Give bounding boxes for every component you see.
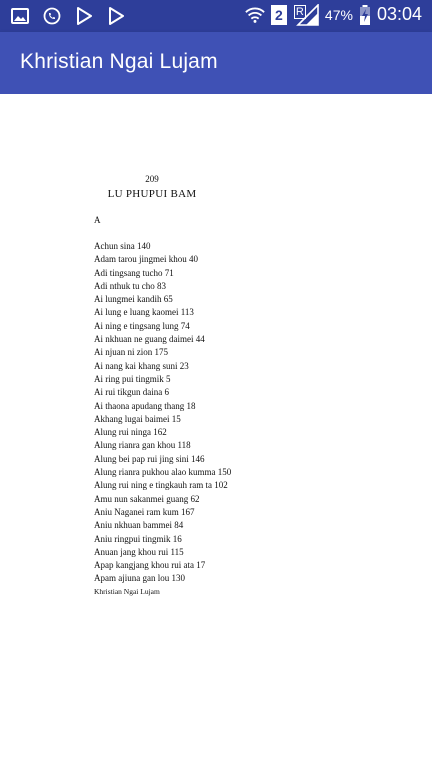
list-item: Ai ning e tingsang lung 74 [94, 320, 190, 331]
list-item: Alung rianra pukhou alao kumma 150 [94, 467, 232, 478]
gallery-icon [10, 6, 30, 26]
list-item: Achun sina 140 [94, 241, 151, 251]
list-item: Anuan jang khou rui 115 [94, 546, 184, 557]
whatsapp-icon [42, 6, 62, 26]
list-item: Aniu ringpui tingmik 16 [94, 533, 182, 544]
list-item: Amu nun sakanmei guang 62 [94, 493, 200, 504]
document-page[interactable] [0, 94, 432, 768]
status-bar [0, 0, 432, 32]
list-item: Ai rui tikgun daina 6 [94, 387, 169, 398]
list-item: Ai lungmei kandih 65 [94, 294, 173, 305]
list-item: Apap kangjang khou rui ata 17 [94, 560, 206, 571]
app-bar [0, 32, 432, 94]
system-icons [245, 4, 422, 25]
notification-icons [10, 6, 126, 26]
list-item: Ai ring pui tingmik 5 [94, 373, 171, 384]
list-item: Ai nkhuan ne guang daimei 44 [94, 334, 205, 345]
page-heading: LU PHUPUI BAM [107, 188, 197, 200]
app-title: Khristian Ngai Lujam [20, 50, 218, 73]
wifi-icon [245, 5, 265, 25]
page-number: 209 [145, 174, 159, 184]
list-item: Ai njuan ni zion 175 [94, 347, 168, 358]
list-item: Ai lung e luang kaomei 113 [94, 307, 194, 318]
list-item: Adi tingsang tucho 71 [94, 267, 174, 278]
list-item: Alung rui ning e tingkauh ram ta 102 [94, 480, 228, 491]
sim2-badge-icon: 2 [271, 5, 287, 25]
page-footer: Khristian Ngai Lujam [94, 587, 160, 596]
list-item: Alung rianra gan khou 118 [94, 440, 191, 451]
list-item: Alung rui ninga 162 [94, 427, 167, 438]
section-letter: A [94, 215, 101, 225]
list-item: Aniu Naganei ram kum 167 [94, 506, 195, 517]
list-item: Adam tarou jingmei khou 40 [94, 254, 198, 265]
battery-percent: 47% [324, 6, 353, 23]
hymn-index-list [94, 240, 231, 586]
roaming-badge: R [295, 5, 304, 18]
list-item: Ai thaona apudang thang 18 [94, 400, 196, 411]
list-item: Ai nang kai khang suni 23 [94, 360, 189, 371]
play-store-icon-2 [106, 6, 126, 26]
clock: 03:04 [376, 4, 422, 24]
list-item: Adi nthuk tu cho 83 [94, 280, 166, 291]
list-item: Alung bei pap rui jing sini 146 [94, 453, 205, 464]
list-item: Aniu nkhuan bammei 84 [94, 520, 184, 531]
signal-roaming-icon [293, 5, 319, 25]
list-item: Apam ajiuna gan lou 130 [94, 573, 185, 584]
list-item: Akhang lugai baimei 15 [94, 413, 181, 424]
battery-charging-icon [359, 5, 371, 25]
play-store-icon [74, 6, 94, 26]
